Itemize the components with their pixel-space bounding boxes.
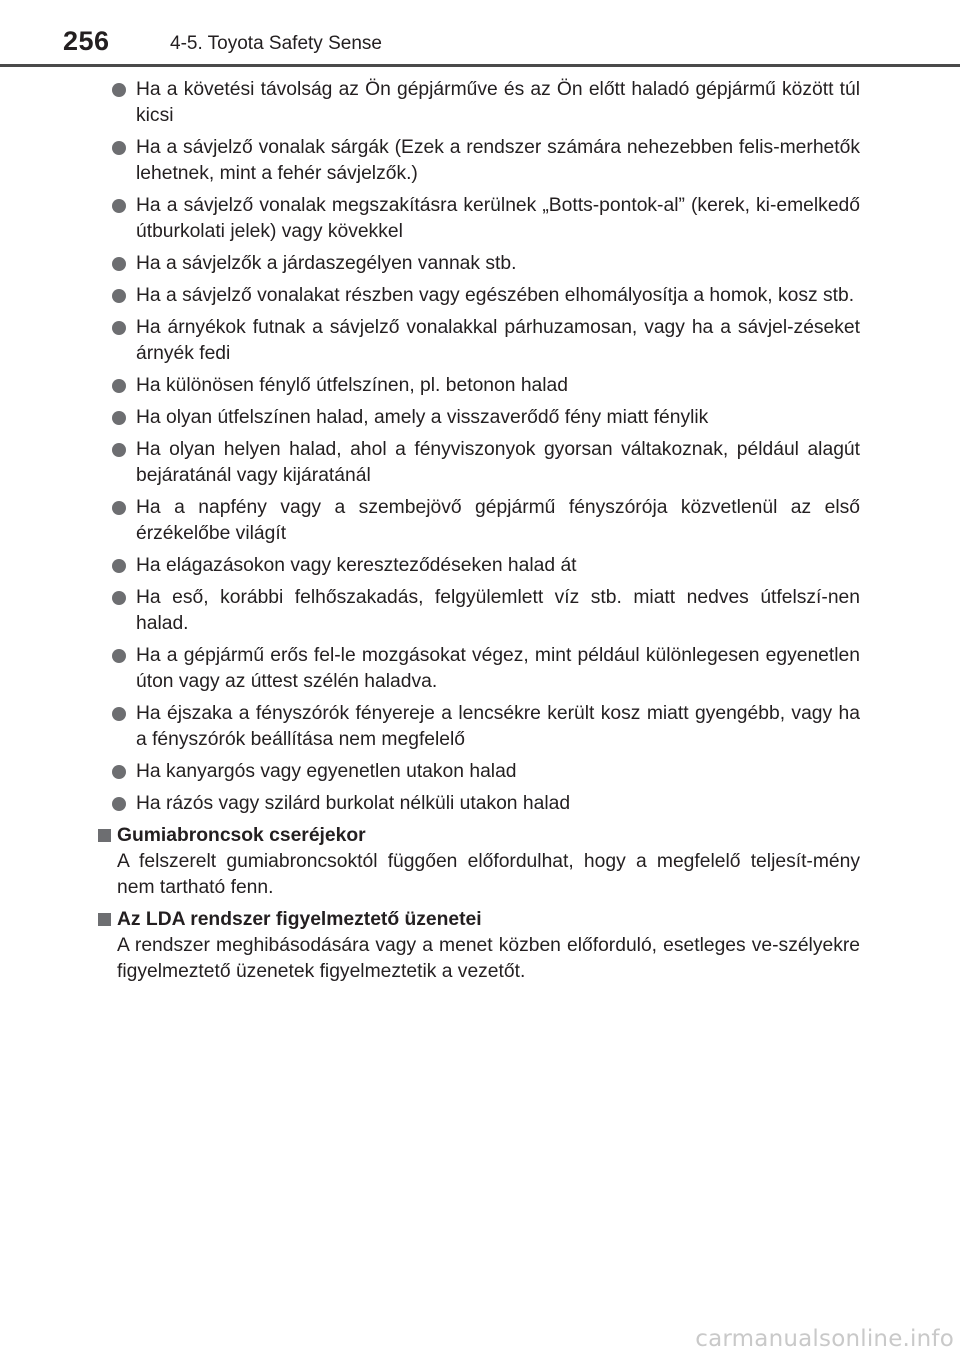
page-header (0, 0, 960, 66)
bullet-item (98, 437, 860, 489)
bullet-item (98, 283, 860, 309)
bullet-text: Ha éjszaka a fényszórók fényereje a lencsékre került kosz miatt gyengébb, vagy ha a fényszórók beállítása nem megfelelő (136, 703, 860, 750)
bullet-item (98, 405, 860, 431)
section-heading-text: Gumiabroncsok cseréjekor (117, 825, 366, 846)
bullet-dot-icon (112, 443, 126, 457)
bullet-text: Ha eső, korábbi felhőszakadás, felgyülemlett víz stb. miatt nedves útfelszí-nen halad. (136, 587, 860, 634)
bullet-dot-icon (112, 289, 126, 303)
bullet-dot-icon (112, 591, 126, 605)
section-title: 4-5. Toyota Safety Sense (170, 33, 382, 54)
bullet-item (98, 251, 860, 277)
bullet-item (98, 77, 860, 129)
header-divider (0, 64, 960, 67)
bullet-dot-icon (112, 707, 126, 721)
bullet-item (98, 585, 860, 637)
bullet-dot-icon (112, 257, 126, 271)
bullet-dot-icon (112, 501, 126, 515)
section-heading (98, 823, 860, 849)
bullet-item (98, 553, 860, 579)
square-bullet-icon (98, 829, 111, 842)
bullet-text: Ha a sávjelzők a járdaszegélyen vannak stb. (136, 253, 517, 274)
bullet-item (98, 495, 860, 547)
bullet-text: Ha árnyékok futnak a sávjelző vonalakkal párhuzamosan, vagy ha a sávjel-zéseket árnyék fedi (136, 317, 860, 364)
bullet-dot-icon (112, 797, 126, 811)
page-number: 256 (63, 26, 110, 56)
bullet-dot-icon (112, 379, 126, 393)
bullet-item (98, 193, 860, 245)
bullet-dot-icon (112, 83, 126, 97)
bullet-text: Ha különösen fénylő útfelszínen, pl. betonon halad (136, 375, 568, 396)
page-content (98, 77, 860, 991)
bullet-text: Ha a gépjármű erős fel-le mozgásokat végez, mint például különlegesen egyenetlen úton vagy az úttest szélén haladva. (136, 645, 860, 692)
bullet-dot-icon (112, 321, 126, 335)
bullet-item (98, 759, 860, 785)
bullet-text: Ha a követési távolság az Ön gépjárműve és az Ön előtt haladó gépjármű között túl kicsi (136, 79, 860, 126)
bullet-text: Ha a napfény vagy a szembejövő gépjármű fényszórója közvetlenül az első érzékelőbe világít (136, 497, 860, 544)
bullet-dot-icon (112, 559, 126, 573)
bullet-text: Ha elágazásokon vagy kereszteződéseken halad át (136, 555, 577, 576)
bullet-text: Ha olyan helyen halad, ahol a fényviszonyok gyorsan váltakoznak, például alagút bejáratánál vagy kijáratánál (136, 439, 860, 486)
section-heading-text: Az LDA rendszer figyelmeztető üzenetei (117, 909, 482, 930)
section-paragraph: A rendszer meghibásodására vagy a menet közben előforduló, esetleges ve-szélyekre figyelmeztető üzenetek figyelmeztetik a vezetőt. (117, 935, 860, 982)
watermark: carmanualsonline.info (695, 1326, 954, 1352)
bullet-text: Ha rázós vagy szilárd burkolat nélküli utakon halad (136, 793, 571, 814)
bullet-item (98, 701, 860, 753)
square-bullet-icon (98, 913, 111, 926)
bullet-item (98, 791, 860, 817)
bullet-item (98, 315, 860, 367)
bullet-item (98, 643, 860, 695)
bullet-text: Ha a sávjelző vonalakat részben vagy egészében elhomályosítja a homok, kosz stb. (136, 285, 855, 306)
bullet-text: Ha a sávjelző vonalak megszakításra kerülnek „Botts-pontok-al” (kerek, ki-emelkedő útburkolati jelek) vagy kövekkel (136, 195, 860, 242)
bullet-dot-icon (112, 649, 126, 663)
section-heading (98, 907, 860, 933)
bullet-item (98, 135, 860, 187)
bullet-dot-icon (112, 141, 126, 155)
bullet-dot-icon (112, 765, 126, 779)
bullet-item (98, 373, 860, 399)
bullet-text: Ha a sávjelző vonalak sárgák (Ezek a rendszer számára nehezebben felis-merhetők lehetnek, mint a fehér sávjelzők.) (136, 137, 860, 184)
bullet-text: Ha kanyargós vagy egyenetlen utakon halad (136, 761, 517, 782)
bullet-text: Ha olyan útfelszínen halad, amely a visszaverődő fény miatt fénylik (136, 407, 709, 428)
bullet-dot-icon (112, 411, 126, 425)
bullet-dot-icon (112, 199, 126, 213)
section-paragraph: A felszerelt gumiabroncsoktól függően előfordulhat, hogy a megfelelő teljesít-mény nem tartható fenn. (117, 851, 860, 898)
